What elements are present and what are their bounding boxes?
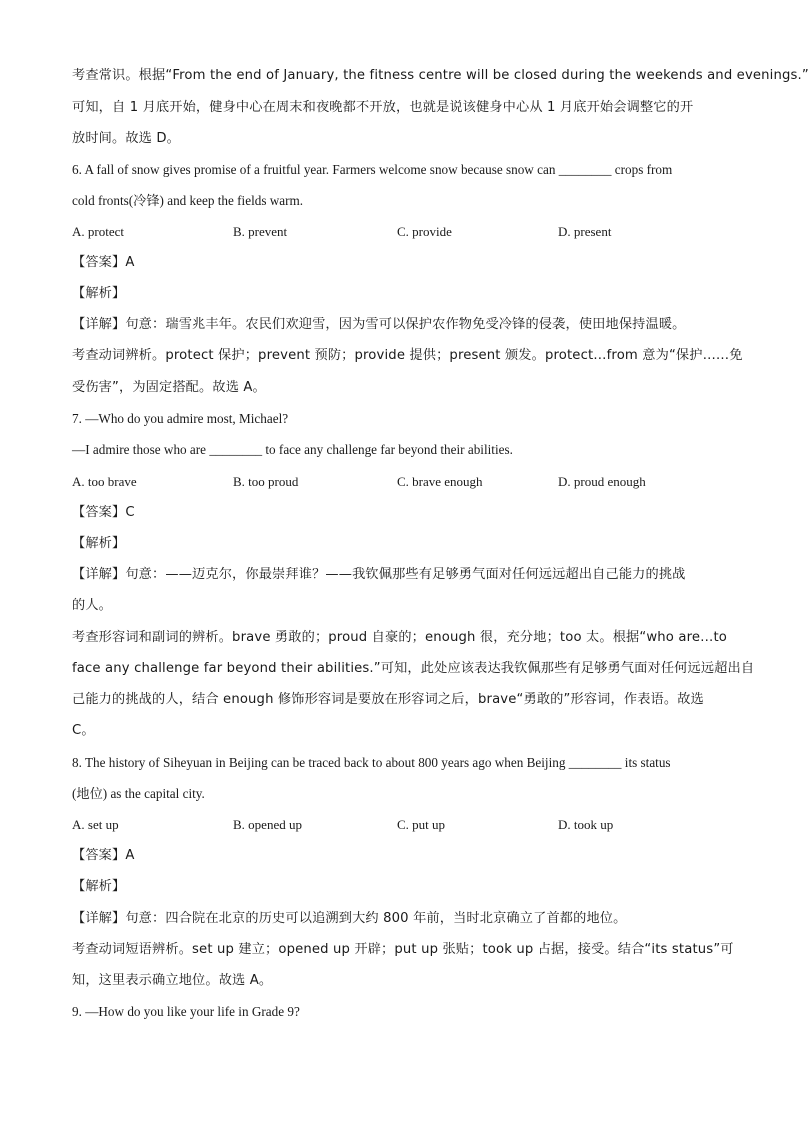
q6-detail-line-1: 【详解】句意：瑞雪兆丰年。农民们欢迎雪，因为雪可以保护农作物免受冷锋的侵袭，使田地保持温暖。	[72, 317, 686, 332]
q7-option-a: A. too brave	[72, 474, 137, 489]
q5-explanation-line-3: 放时间。故选 D。	[72, 131, 181, 146]
q8-options	[72, 815, 724, 835]
q7-options	[72, 472, 724, 492]
q8-answer: 【答案】A	[72, 848, 135, 863]
q7-detail-line-5: 己能力的挑战的人，结合 enough 修饰形容词是要放在形容词之后，brave“勇敢的”形容词，作表语。故选	[72, 692, 704, 707]
q8-option-d: D. took up	[558, 817, 614, 832]
q7-stem-line-2: —I admire those who are ________ to face any challenge far beyond their abilities.	[72, 442, 513, 457]
q6-detail-line-2: 考查动词辨析。protect 保护；prevent 预防；provide 提供；present 颁发。protect…from 意为“保护……免	[72, 348, 743, 363]
q8-option-a: A. set up	[72, 817, 119, 832]
q6-option-d: D. present	[558, 224, 612, 239]
q6-option-b: B. prevent	[233, 224, 288, 239]
q7-detail-line-4: face any challenge far beyond their abilities.”可知，此处应该表达我钦佩那些有足够勇气面对任何远远超出自	[72, 661, 755, 676]
q5-explanation-line-2: 可知，自 1 月底开始，健身中心在周末和夜晚都不开放，也就是说该健身中心从 1 月底开始会调整它的开	[72, 100, 694, 115]
q6-detail-line-3: 受伤害”，为固定搭配。故选 A。	[72, 380, 266, 395]
q6-stem-line-2: cold fronts(冷锋) and keep the fields warm.	[72, 193, 304, 208]
q7-stem-line-1: 7. —Who do you admire most, Michael?	[72, 411, 289, 426]
q8-stem-line-1: 8. The history of Siheyuan in Beijing can be traced back to about 800 years ago when Beijing ________ its status	[72, 755, 671, 770]
q8-detail-line-3: 知，这里表示确立地位。故选 A。	[72, 973, 273, 988]
q6-answer: 【答案】A	[72, 255, 135, 270]
q8-option-b: B. opened up	[233, 817, 302, 832]
q7-detail-line-1: 【详解】句意：——迈克尔，你最崇拜谁？——我钦佩那些有足够勇气面对任何远远超出自己能力的挑战	[72, 567, 686, 582]
q7-analysis-label: 【解析】	[72, 536, 126, 551]
q6-options	[72, 222, 724, 242]
q7-option-b: B. too proud	[233, 474, 299, 489]
q9-stem-line-1: 9. —How do you like your life in Grade 9?	[72, 1004, 300, 1019]
q6-stem-line-1: 6. A fall of snow gives promise of a fruitful year. Farmers welcome snow because snow can ________ crops from	[72, 162, 673, 177]
q6-option-c: C. provide	[397, 224, 452, 239]
q7-answer: 【答案】C	[72, 505, 135, 520]
q8-stem-line-2: (地位) as the capital city.	[72, 786, 205, 801]
q7-option-d: D. proud enough	[558, 474, 646, 489]
q7-detail-line-3: 考查形容词和副词的辨析。brave 勇敢的；proud 自豪的；enough 很，充分地；too 太。根据“who are…to	[72, 630, 728, 645]
q7-detail-line-2: 的人。	[72, 598, 113, 613]
q6-option-a: A. protect	[72, 224, 124, 239]
q6-analysis-label: 【解析】	[72, 286, 126, 301]
q8-analysis-label: 【解析】	[72, 879, 126, 894]
q7-option-c: C. brave enough	[397, 474, 483, 489]
q8-option-c: C. put up	[397, 817, 446, 832]
q7-detail-line-6: C。	[72, 723, 95, 738]
q8-detail-line-1: 【详解】句意：四合院在北京的历史可以追溯到大约 800 年前，当时北京确立了首都的地位。	[72, 911, 627, 926]
q8-detail-line-2: 考查动词短语辨析。set up 建立；opened up 开辟；put up 张贴；took up 占据，接受。结合“its status”可	[72, 942, 734, 957]
q5-explanation-line-1: 考查常识。根据“From the end of January, the fitness centre will be closed during the weekends and evenings.”	[72, 68, 809, 83]
